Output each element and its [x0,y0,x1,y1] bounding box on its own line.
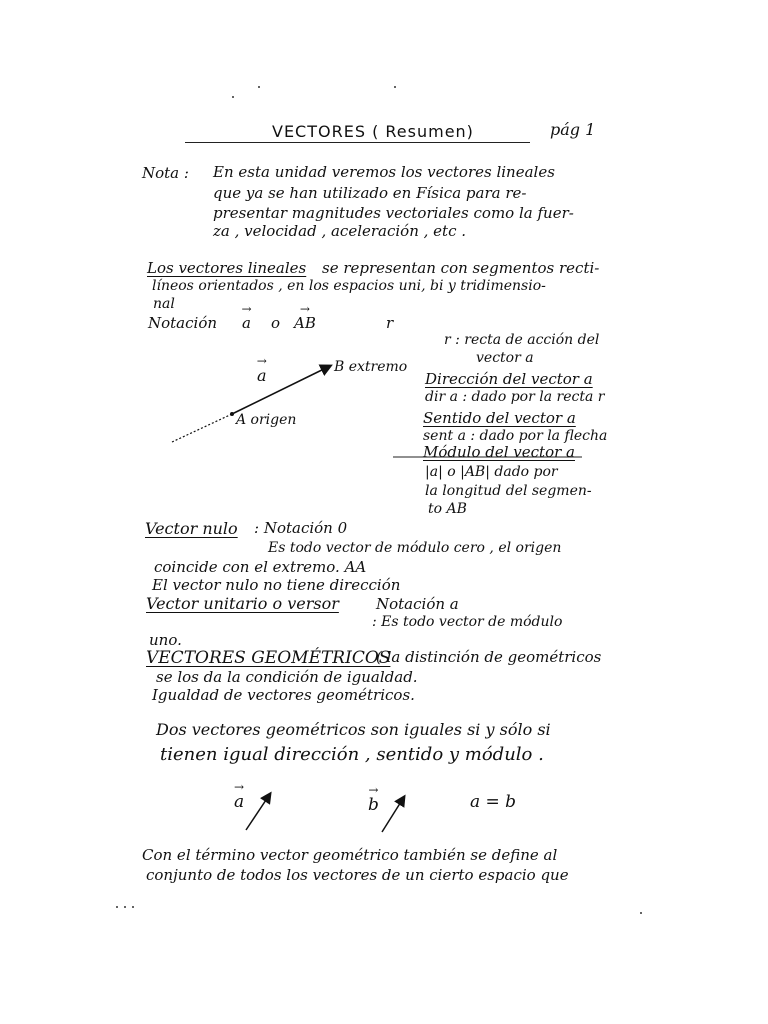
r-symbol: r [386,314,394,332]
modulo-line: to AB [428,501,467,517]
sentido-text: sent a : dado por la flecha [423,428,608,444]
unitario-line: Notación a [376,595,459,613]
vector-ab-arrow [232,366,330,414]
lineales-term: Los vectores lineales [147,259,307,277]
direccion-title: Dirección del vector a [425,370,593,388]
scan-speck [394,86,396,88]
vector-a-symbol: → a [242,314,251,332]
scan-speck [124,906,126,908]
lineales-line: nal [153,296,175,312]
unitario-line: : Es todo vector de módulo [372,614,563,630]
notacion-label: Notación [148,314,218,332]
nulo-line: : Notación 0 [254,519,348,537]
vector-ab-symbol: → AB [294,314,316,332]
lineales-line: se representan con segmentos recti- [322,259,600,277]
nota-label: Nota : [142,164,189,182]
unitario-term: Vector unitario o versor [146,594,339,613]
direccion-text: dir a : dado por la recta r [425,389,605,405]
scan-speck [132,906,134,908]
equality-equation: a = b [470,792,517,812]
sentido-title: Sentido del vector a [423,409,576,427]
geometric-b-label [368,795,379,815]
arrow-b [382,797,404,832]
recta-line: r : recta de acción del [444,332,600,348]
vector-a-symbol: → a [234,792,244,812]
modulo-line: |a| o |AB| dado por [425,464,558,480]
nulo-term: Vector nulo [145,519,238,538]
unitario-line: uno. [149,631,182,649]
page-title: VECTORES ( Resumen) [272,122,474,141]
geometricos-line: Igualdad de vectores geométricos. [152,686,415,704]
scan-speck [258,86,260,88]
diagram-origen: A origen [236,412,297,428]
geometricos-line: se los da la condición de igualdad. [156,668,418,686]
modulo-line: la longitud del segmen- [425,483,592,499]
diagram-vec-label [257,366,267,385]
recta-line: vector a [476,350,534,366]
geometric-a-label [234,792,244,812]
nulo-line: El vector nulo no tiene dirección [152,576,401,594]
footer-line: Con el término vector geométrico también se define al [142,846,558,864]
geometricos-line: ( la distinción de geométricos [376,648,602,666]
scan-speck [640,912,642,914]
modulo-title: Módulo del vector a [423,443,575,461]
notacion-o: o [271,314,281,332]
vector-line-dotted [172,414,232,442]
nulo-line: Es todo vector de módulo cero , el origen [268,540,562,556]
nota-line: za , velocidad , aceleración , etc . [213,222,467,240]
geometricos-term: VECTORES GEOMÉTRICOS [146,648,391,668]
nota-line: En esta unidad veremos los vectores lineales [213,163,555,181]
footer-line: conjunto de todos los vectores de un cierto espacio que [146,866,569,884]
nulo-line: coincide con el extremo. AA [154,558,367,576]
vector-a-symbol: → a [257,366,267,385]
geometricos-line: tienen igual dirección , sentido y módulo . [160,744,544,765]
vector-b-symbol: → b [368,795,379,815]
point-a [230,412,234,416]
geometricos-line: Dos vectores geométricos son iguales si y sólo si [156,720,551,739]
lineales-line: líneos orientados , en los espacios uni, bi y tridimensio- [152,278,546,294]
diagram-extremo: B extremo [334,359,408,375]
page-number: pág 1 [550,120,596,139]
nota-line: que ya se han utilizado en Física para re- [213,184,527,202]
nota-line: presentar magnitudes vectoriales como la fuer- [213,204,574,222]
scan-speck [232,96,234,98]
arrow-a [246,794,270,830]
scan-speck [116,906,118,908]
